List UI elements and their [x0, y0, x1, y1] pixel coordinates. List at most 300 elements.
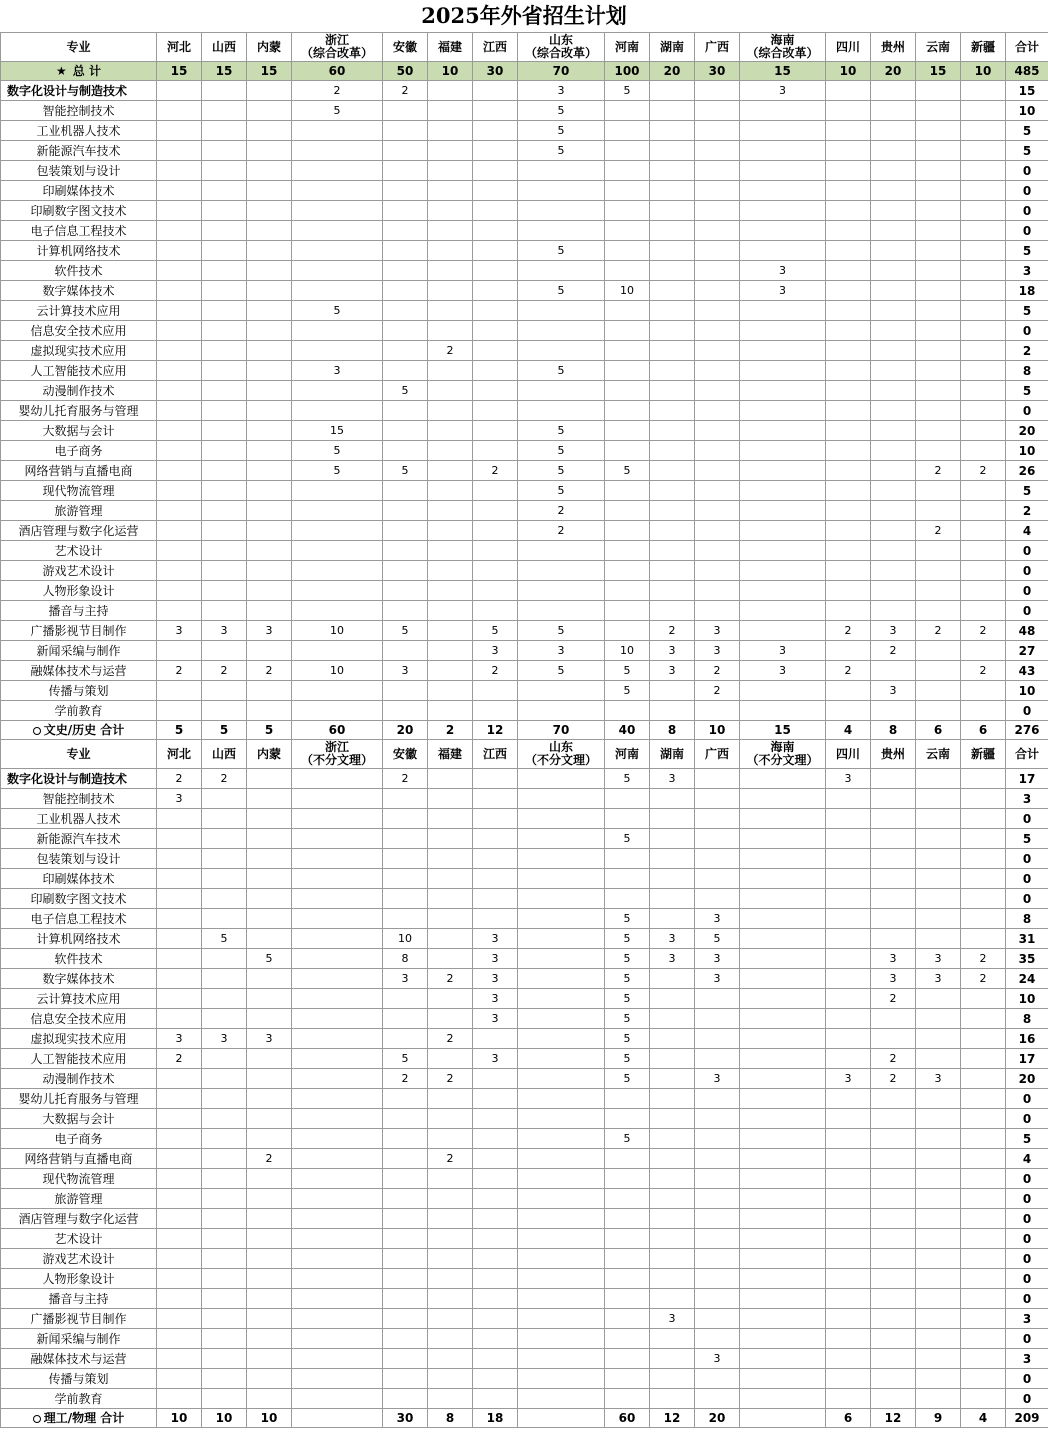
- plan-value-cell[interactable]: [916, 401, 961, 421]
- major-name-cell[interactable]: 数字化设计与制造技术: [1, 769, 157, 789]
- plan-value-cell[interactable]: [383, 1269, 428, 1289]
- plan-value-cell[interactable]: [916, 141, 961, 161]
- plan-value-cell[interactable]: [247, 601, 292, 621]
- plan-value-cell[interactable]: [826, 441, 871, 461]
- plan-value-cell[interactable]: [202, 1329, 247, 1349]
- plan-value-cell[interactable]: [826, 481, 871, 501]
- plan-value-cell[interactable]: 3: [695, 969, 740, 989]
- plan-value-cell[interactable]: [826, 1389, 871, 1409]
- plan-value-cell[interactable]: [292, 541, 383, 561]
- plan-value-cell[interactable]: [428, 769, 473, 789]
- plan-value-cell[interactable]: [247, 1349, 292, 1369]
- header-cell-province[interactable]: [871, 33, 916, 62]
- plan-value-cell[interactable]: 3: [473, 989, 518, 1009]
- plan-value-cell[interactable]: [695, 809, 740, 829]
- plan-value-cell[interactable]: [292, 481, 383, 501]
- plan-value-cell[interactable]: [473, 161, 518, 181]
- plan-value-cell[interactable]: [473, 321, 518, 341]
- plan-value-cell[interactable]: [871, 1249, 916, 1269]
- plan-value-cell[interactable]: [428, 1109, 473, 1129]
- plan-value-cell[interactable]: [202, 1289, 247, 1309]
- header-cell-province[interactable]: [650, 33, 695, 62]
- plan-value-cell[interactable]: [740, 1329, 826, 1349]
- plan-value-cell[interactable]: [202, 1389, 247, 1409]
- plan-value-cell[interactable]: [961, 221, 1006, 241]
- plan-value-cell[interactable]: [157, 829, 202, 849]
- plan-value-cell[interactable]: [428, 661, 473, 681]
- plan-value-cell[interactable]: [605, 701, 650, 721]
- plan-value-cell[interactable]: [157, 1229, 202, 1249]
- plan-value-cell[interactable]: [383, 641, 428, 661]
- plan-value-cell[interactable]: [202, 341, 247, 361]
- plan-value-cell[interactable]: [247, 341, 292, 361]
- summary-value-cell[interactable]: 100: [605, 62, 650, 81]
- plan-value-cell[interactable]: 3: [650, 929, 695, 949]
- plan-value-cell[interactable]: [695, 1029, 740, 1049]
- summary-value-cell[interactable]: [518, 1409, 605, 1428]
- summary-value-cell[interactable]: 15: [157, 62, 202, 81]
- summary-value-cell[interactable]: 4: [961, 1409, 1006, 1428]
- plan-value-cell[interactable]: 3: [650, 641, 695, 661]
- plan-value-cell[interactable]: [473, 809, 518, 829]
- major-name-cell[interactable]: 人工智能技术应用: [1, 361, 157, 381]
- plan-value-cell[interactable]: [605, 361, 650, 381]
- major-name-cell[interactable]: 大数据与会计: [1, 421, 157, 441]
- plan-value-cell[interactable]: [518, 1049, 605, 1069]
- summary-value-cell[interactable]: 15: [916, 62, 961, 81]
- plan-value-cell[interactable]: [605, 789, 650, 809]
- plan-value-cell[interactable]: [247, 769, 292, 789]
- major-name-cell[interactable]: 网络营销与直播电商: [1, 1149, 157, 1169]
- plan-value-cell[interactable]: 3: [740, 661, 826, 681]
- plan-value-cell[interactable]: 2: [428, 1069, 473, 1089]
- plan-value-cell[interactable]: [650, 1289, 695, 1309]
- plan-value-cell[interactable]: [473, 201, 518, 221]
- plan-value-cell[interactable]: [826, 989, 871, 1009]
- plan-value-cell[interactable]: [695, 281, 740, 301]
- plan-value-cell[interactable]: [916, 1109, 961, 1129]
- plan-value-cell[interactable]: [518, 681, 605, 701]
- plan-value-cell[interactable]: [871, 301, 916, 321]
- plan-value-cell[interactable]: [961, 561, 1006, 581]
- plan-value-cell[interactable]: [428, 541, 473, 561]
- plan-value-cell[interactable]: [740, 929, 826, 949]
- summary-total-cell[interactable]: 485: [1006, 62, 1048, 81]
- plan-value-cell[interactable]: [292, 869, 383, 889]
- plan-value-cell[interactable]: [695, 829, 740, 849]
- plan-value-cell[interactable]: [740, 829, 826, 849]
- plan-value-cell[interactable]: [292, 949, 383, 969]
- plan-value-cell[interactable]: [157, 1249, 202, 1269]
- plan-value-cell[interactable]: [740, 181, 826, 201]
- plan-value-cell[interactable]: [157, 561, 202, 581]
- plan-value-cell[interactable]: [383, 1229, 428, 1249]
- row-total-cell[interactable]: 0: [1006, 321, 1048, 341]
- plan-value-cell[interactable]: [740, 501, 826, 521]
- plan-value-cell[interactable]: [961, 201, 1006, 221]
- row-total-cell[interactable]: 8: [1006, 361, 1048, 381]
- plan-value-cell[interactable]: [871, 1149, 916, 1169]
- plan-value-cell[interactable]: [247, 381, 292, 401]
- plan-value-cell[interactable]: [157, 381, 202, 401]
- major-name-cell[interactable]: 现代物流管理: [1, 1169, 157, 1189]
- plan-value-cell[interactable]: [202, 909, 247, 929]
- plan-value-cell[interactable]: [518, 789, 605, 809]
- plan-value-cell[interactable]: [695, 261, 740, 281]
- plan-value-cell[interactable]: [740, 969, 826, 989]
- plan-value-cell[interactable]: [157, 809, 202, 829]
- plan-value-cell[interactable]: [383, 401, 428, 421]
- plan-value-cell[interactable]: [157, 1129, 202, 1149]
- plan-value-cell[interactable]: [826, 1269, 871, 1289]
- plan-value-cell[interactable]: [695, 1089, 740, 1109]
- major-name-cell[interactable]: 艺术设计: [1, 541, 157, 561]
- plan-value-cell[interactable]: [292, 681, 383, 701]
- plan-value-cell[interactable]: [428, 1269, 473, 1289]
- plan-value-cell[interactable]: [292, 1229, 383, 1249]
- plan-value-cell[interactable]: [292, 909, 383, 929]
- plan-value-cell[interactable]: [292, 1089, 383, 1109]
- plan-value-cell[interactable]: [428, 1309, 473, 1329]
- plan-value-cell[interactable]: [473, 481, 518, 501]
- plan-value-cell[interactable]: [247, 301, 292, 321]
- plan-value-cell[interactable]: [871, 81, 916, 101]
- plan-value-cell[interactable]: [695, 1049, 740, 1069]
- plan-value-cell[interactable]: [157, 1009, 202, 1029]
- plan-value-cell[interactable]: [871, 769, 916, 789]
- plan-value-cell[interactable]: 8: [383, 949, 428, 969]
- plan-value-cell[interactable]: [605, 849, 650, 869]
- plan-value-cell[interactable]: [473, 1149, 518, 1169]
- major-name-cell[interactable]: 工业机器人技术: [1, 121, 157, 141]
- major-name-cell[interactable]: 包装策划与设计: [1, 161, 157, 181]
- major-name-cell[interactable]: 婴幼儿托育服务与管理: [1, 401, 157, 421]
- plan-value-cell[interactable]: 5: [605, 1069, 650, 1089]
- plan-value-cell[interactable]: [650, 809, 695, 829]
- plan-value-cell[interactable]: [695, 789, 740, 809]
- major-name-cell[interactable]: 动漫制作技术: [1, 381, 157, 401]
- plan-value-cell[interactable]: [247, 989, 292, 1009]
- plan-value-cell[interactable]: [916, 441, 961, 461]
- row-total-cell[interactable]: 0: [1006, 1249, 1048, 1269]
- plan-value-cell[interactable]: [292, 809, 383, 829]
- plan-value-cell[interactable]: [157, 1089, 202, 1109]
- plan-value-cell[interactable]: [695, 541, 740, 561]
- plan-value-cell[interactable]: [247, 241, 292, 261]
- header-cell-province[interactable]: [740, 740, 826, 769]
- plan-value-cell[interactable]: [961, 1129, 1006, 1149]
- plan-value-cell[interactable]: 2: [383, 1069, 428, 1089]
- plan-value-cell[interactable]: [157, 441, 202, 461]
- plan-value-cell[interactable]: [695, 1329, 740, 1349]
- plan-value-cell[interactable]: [695, 1109, 740, 1129]
- plan-value-cell[interactable]: [961, 361, 1006, 381]
- plan-value-cell[interactable]: [871, 1209, 916, 1229]
- plan-value-cell[interactable]: [871, 789, 916, 809]
- plan-value-cell[interactable]: [518, 929, 605, 949]
- plan-value-cell[interactable]: [961, 101, 1006, 121]
- plan-value-cell[interactable]: [157, 989, 202, 1009]
- plan-value-cell[interactable]: 2: [871, 1069, 916, 1089]
- plan-value-cell[interactable]: [157, 321, 202, 341]
- plan-value-cell[interactable]: [247, 1249, 292, 1269]
- plan-value-cell[interactable]: [740, 989, 826, 1009]
- plan-value-cell[interactable]: [826, 1029, 871, 1049]
- plan-value-cell[interactable]: [605, 381, 650, 401]
- plan-value-cell[interactable]: [695, 521, 740, 541]
- plan-value-cell[interactable]: [247, 221, 292, 241]
- plan-value-cell[interactable]: [383, 869, 428, 889]
- plan-value-cell[interactable]: [916, 1229, 961, 1249]
- plan-value-cell[interactable]: 2: [826, 621, 871, 641]
- plan-value-cell[interactable]: [916, 1209, 961, 1229]
- plan-value-cell[interactable]: [202, 641, 247, 661]
- plan-value-cell[interactable]: [605, 601, 650, 621]
- summary-value-cell[interactable]: 5: [202, 721, 247, 740]
- plan-value-cell[interactable]: [202, 1209, 247, 1229]
- plan-value-cell[interactable]: [916, 1029, 961, 1049]
- plan-value-cell[interactable]: [518, 601, 605, 621]
- plan-value-cell[interactable]: [826, 789, 871, 809]
- row-total-cell[interactable]: 5: [1006, 381, 1048, 401]
- plan-value-cell[interactable]: [916, 241, 961, 261]
- plan-value-cell[interactable]: [871, 601, 916, 621]
- plan-value-cell[interactable]: [961, 181, 1006, 201]
- plan-value-cell[interactable]: 3: [292, 361, 383, 381]
- plan-value-cell[interactable]: 5: [383, 381, 428, 401]
- plan-value-cell[interactable]: [740, 581, 826, 601]
- plan-value-cell[interactable]: [292, 1049, 383, 1069]
- row-total-cell[interactable]: 4: [1006, 1149, 1048, 1169]
- plan-value-cell[interactable]: [383, 1369, 428, 1389]
- row-total-cell[interactable]: 10: [1006, 101, 1048, 121]
- plan-value-cell[interactable]: 2: [247, 1149, 292, 1169]
- plan-value-cell[interactable]: [247, 1389, 292, 1409]
- plan-value-cell[interactable]: [292, 241, 383, 261]
- plan-value-cell[interactable]: [826, 301, 871, 321]
- plan-value-cell[interactable]: [871, 401, 916, 421]
- plan-value-cell[interactable]: [383, 241, 428, 261]
- plan-value-cell[interactable]: [605, 261, 650, 281]
- plan-value-cell[interactable]: [247, 541, 292, 561]
- row-total-cell[interactable]: 5: [1006, 1129, 1048, 1149]
- plan-value-cell[interactable]: [202, 1089, 247, 1109]
- plan-value-cell[interactable]: [740, 909, 826, 929]
- plan-value-cell[interactable]: [473, 381, 518, 401]
- plan-value-cell[interactable]: [605, 1289, 650, 1309]
- header-cell-province[interactable]: [518, 740, 605, 769]
- plan-value-cell[interactable]: [157, 281, 202, 301]
- plan-value-cell[interactable]: [650, 1329, 695, 1349]
- plan-value-cell[interactable]: [695, 889, 740, 909]
- header-cell-province[interactable]: [292, 33, 383, 62]
- row-total-cell[interactable]: 0: [1006, 1329, 1048, 1349]
- summary-value-cell[interactable]: [292, 1409, 383, 1428]
- plan-value-cell[interactable]: [473, 1389, 518, 1409]
- major-name-cell[interactable]: 旅游管理: [1, 501, 157, 521]
- plan-value-cell[interactable]: [826, 1309, 871, 1329]
- plan-value-cell[interactable]: [695, 1189, 740, 1209]
- major-name-cell[interactable]: 游戏艺术设计: [1, 1249, 157, 1269]
- plan-value-cell[interactable]: [383, 181, 428, 201]
- plan-value-cell[interactable]: [202, 81, 247, 101]
- plan-value-cell[interactable]: 5: [605, 969, 650, 989]
- plan-value-cell[interactable]: [916, 1349, 961, 1369]
- plan-value-cell[interactable]: [518, 1169, 605, 1189]
- header-cell-province[interactable]: [383, 33, 428, 62]
- plan-value-cell[interactable]: [518, 1269, 605, 1289]
- plan-value-cell[interactable]: [247, 909, 292, 929]
- summary-value-cell[interactable]: 15: [740, 721, 826, 740]
- plan-value-cell[interactable]: [473, 701, 518, 721]
- plan-value-cell[interactable]: [961, 1069, 1006, 1089]
- plan-value-cell[interactable]: [428, 261, 473, 281]
- plan-value-cell[interactable]: 5: [518, 481, 605, 501]
- plan-value-cell[interactable]: [292, 1269, 383, 1289]
- plan-value-cell[interactable]: [871, 321, 916, 341]
- plan-value-cell[interactable]: [157, 1309, 202, 1329]
- plan-value-cell[interactable]: [428, 809, 473, 829]
- plan-value-cell[interactable]: [202, 301, 247, 321]
- plan-value-cell[interactable]: [157, 301, 202, 321]
- plan-value-cell[interactable]: [826, 541, 871, 561]
- row-total-cell[interactable]: 0: [1006, 1209, 1048, 1229]
- row-total-cell[interactable]: 0: [1006, 201, 1048, 221]
- plan-value-cell[interactable]: [383, 1089, 428, 1109]
- summary-value-cell[interactable]: 15: [247, 62, 292, 81]
- plan-value-cell[interactable]: [605, 401, 650, 421]
- plan-value-cell[interactable]: [292, 561, 383, 581]
- plan-value-cell[interactable]: [961, 1349, 1006, 1369]
- plan-value-cell[interactable]: 3: [871, 969, 916, 989]
- plan-value-cell[interactable]: [605, 621, 650, 641]
- plan-value-cell[interactable]: [916, 701, 961, 721]
- row-total-cell[interactable]: 3: [1006, 261, 1048, 281]
- plan-value-cell[interactable]: [650, 261, 695, 281]
- plan-value-cell[interactable]: [247, 829, 292, 849]
- science-subtotal-row-label[interactable]: [1, 1409, 157, 1428]
- plan-value-cell[interactable]: [650, 361, 695, 381]
- header-cell-province[interactable]: [247, 740, 292, 769]
- summary-value-cell[interactable]: 6: [826, 1409, 871, 1428]
- plan-value-cell[interactable]: [916, 909, 961, 929]
- plan-value-cell[interactable]: [518, 561, 605, 581]
- plan-value-cell[interactable]: [383, 321, 428, 341]
- plan-value-cell[interactable]: [695, 501, 740, 521]
- plan-value-cell[interactable]: [826, 641, 871, 661]
- plan-value-cell[interactable]: [518, 769, 605, 789]
- header-cell-province[interactable]: [740, 33, 826, 62]
- plan-value-cell[interactable]: [871, 201, 916, 221]
- plan-value-cell[interactable]: 5: [383, 461, 428, 481]
- plan-value-cell[interactable]: [428, 1329, 473, 1349]
- plan-value-cell[interactable]: [383, 121, 428, 141]
- plan-value-cell[interactable]: [383, 909, 428, 929]
- row-total-cell[interactable]: 0: [1006, 1089, 1048, 1109]
- plan-value-cell[interactable]: [695, 161, 740, 181]
- plan-value-cell[interactable]: [518, 1009, 605, 1029]
- plan-value-cell[interactable]: [518, 1209, 605, 1229]
- plan-value-cell[interactable]: [202, 221, 247, 241]
- plan-value-cell[interactable]: [871, 1269, 916, 1289]
- plan-value-cell[interactable]: [871, 889, 916, 909]
- plan-value-cell[interactable]: [695, 201, 740, 221]
- plan-value-cell[interactable]: [871, 261, 916, 281]
- row-total-cell[interactable]: 0: [1006, 849, 1048, 869]
- plan-value-cell[interactable]: [871, 441, 916, 461]
- plan-value-cell[interactable]: [202, 1349, 247, 1369]
- major-name-cell[interactable]: 广播影视节目制作: [1, 621, 157, 641]
- plan-value-cell[interactable]: [518, 1189, 605, 1209]
- plan-value-cell[interactable]: [383, 561, 428, 581]
- summary-value-cell[interactable]: 20: [650, 62, 695, 81]
- plan-value-cell[interactable]: [383, 141, 428, 161]
- plan-value-cell[interactable]: 3: [383, 969, 428, 989]
- plan-value-cell[interactable]: [202, 889, 247, 909]
- plan-value-cell[interactable]: [871, 141, 916, 161]
- plan-value-cell[interactable]: 2: [916, 521, 961, 541]
- plan-value-cell[interactable]: 5: [605, 1009, 650, 1029]
- plan-value-cell[interactable]: [383, 481, 428, 501]
- plan-value-cell[interactable]: [518, 1309, 605, 1329]
- plan-value-cell[interactable]: [202, 1229, 247, 1249]
- plan-value-cell[interactable]: [157, 141, 202, 161]
- plan-value-cell[interactable]: [157, 1389, 202, 1409]
- plan-value-cell[interactable]: [428, 221, 473, 241]
- plan-value-cell[interactable]: 2: [383, 81, 428, 101]
- plan-value-cell[interactable]: [247, 1169, 292, 1189]
- plan-value-cell[interactable]: [428, 481, 473, 501]
- plan-value-cell[interactable]: 3: [650, 949, 695, 969]
- plan-value-cell[interactable]: [202, 1129, 247, 1149]
- plan-value-cell[interactable]: [428, 1389, 473, 1409]
- plan-value-cell[interactable]: [740, 381, 826, 401]
- plan-value-cell[interactable]: 5: [605, 81, 650, 101]
- plan-value-cell[interactable]: [428, 281, 473, 301]
- plan-value-cell[interactable]: [518, 381, 605, 401]
- plan-value-cell[interactable]: [202, 161, 247, 181]
- plan-value-cell[interactable]: [695, 81, 740, 101]
- row-total-cell[interactable]: 3: [1006, 1309, 1048, 1329]
- plan-value-cell[interactable]: [202, 701, 247, 721]
- plan-value-cell[interactable]: [826, 461, 871, 481]
- plan-value-cell[interactable]: [650, 141, 695, 161]
- plan-value-cell[interactable]: [695, 989, 740, 1009]
- plan-value-cell[interactable]: [916, 501, 961, 521]
- plan-value-cell[interactable]: [383, 341, 428, 361]
- plan-value-cell[interactable]: 2: [961, 461, 1006, 481]
- plan-value-cell[interactable]: 5: [292, 441, 383, 461]
- plan-value-cell[interactable]: [428, 1349, 473, 1369]
- plan-value-cell[interactable]: [202, 461, 247, 481]
- plan-value-cell[interactable]: [247, 789, 292, 809]
- row-total-cell[interactable]: 3: [1006, 1349, 1048, 1369]
- plan-value-cell[interactable]: [650, 1389, 695, 1409]
- plan-value-cell[interactable]: [605, 301, 650, 321]
- plan-value-cell[interactable]: [157, 161, 202, 181]
- plan-value-cell[interactable]: [961, 989, 1006, 1009]
- plan-value-cell[interactable]: [740, 1349, 826, 1369]
- plan-value-cell[interactable]: [383, 1309, 428, 1329]
- summary-value-cell[interactable]: 10: [961, 62, 1006, 81]
- plan-value-cell[interactable]: 3: [473, 969, 518, 989]
- plan-value-cell[interactable]: [650, 161, 695, 181]
- plan-value-cell[interactable]: [202, 989, 247, 1009]
- plan-value-cell[interactable]: [695, 381, 740, 401]
- plan-value-cell[interactable]: [916, 421, 961, 441]
- major-name-cell[interactable]: 软件技术: [1, 261, 157, 281]
- major-name-cell[interactable]: 数字化设计与制造技术: [1, 81, 157, 101]
